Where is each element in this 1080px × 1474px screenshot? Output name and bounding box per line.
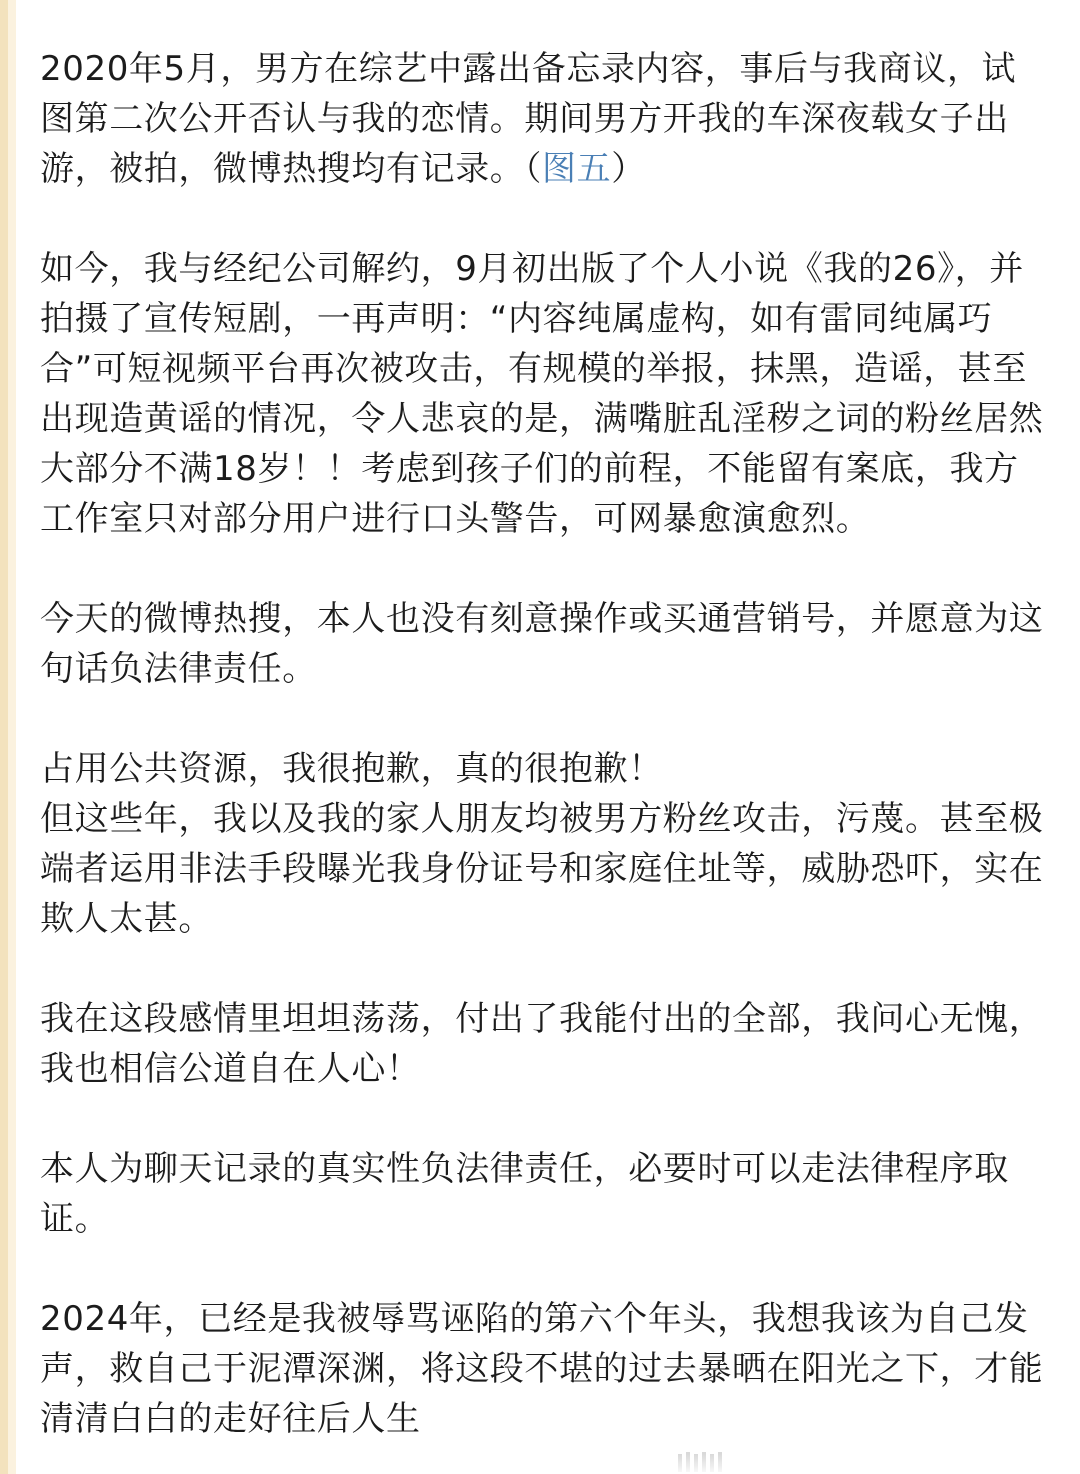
bottom-fade: [16, 1454, 1080, 1474]
paragraph-4: [40, 744, 1050, 944]
paragraph-6: 本人为聊天记录的真实性负法律责任，必要时可以走法律程序取证。: [40, 1149, 1009, 1239]
paragraph-4-line-1: 占用公共资源，我很抱歉，真的很抱歉！: [40, 749, 663, 789]
paragraph-3: 今天的微博热搜，本人也没有刻意操作或买通营销号，并愿意为这句话负法律责任。: [40, 599, 1044, 689]
post-card: [16, 0, 1080, 1474]
paragraph-1-text-b: ）: [611, 149, 646, 189]
paragraph-4-line-2: 但这些年，我以及我的家人朋友均被男方粉丝攻击，污蔑。甚至极端者运用非法手段曝光我身份证号和家庭住址等，威胁恐吓，实在欺人太甚。: [40, 799, 1044, 939]
paragraph-7: 2024年，已经是我被辱骂诬陷的第六个年头，我想我该为自己发声，救自己于泥潭深渊，将这段不堪的过去暴晒在阳光之下，才能清清白白的走好往后人生: [40, 1299, 1044, 1439]
figure-five-link[interactable]: 图五: [542, 149, 612, 189]
post-body: [40, 44, 1050, 1474]
paragraph-1: [40, 44, 1050, 194]
paragraph-1-text-a: 2020年5月，男方在综艺中露出备忘录内容，事后与我商议，试图第二次公开否认与我的恋情。期间男方开我的车深夜载女子出游，被拍，微博热搜均有记录。（: [40, 49, 1017, 189]
paragraph-5: 我在这段感情里坦坦荡荡，付出了我能付出的全部，我问心无愧，我也相信公道自在人心！: [40, 999, 1044, 1089]
paragraph-2: 如今，我与经纪公司解约，9月初出版了个人小说《我的26》，并拍摄了宣传短剧，一再声明：“内容纯属虚构，如有雷同纯属巧合”可短视频平台再次被攻击，有规模的举报，抹黑，造谣，甚至出现造黄谣的情况，令人悲哀的是，满嘴脏乱淫秽之词的粉丝居然大部分不满18岁！！考虑到孩子们的前程，不能留有案底，我方工作室只对部分用户进行口头警告，可网暴愈演愈烈。: [40, 249, 1044, 539]
